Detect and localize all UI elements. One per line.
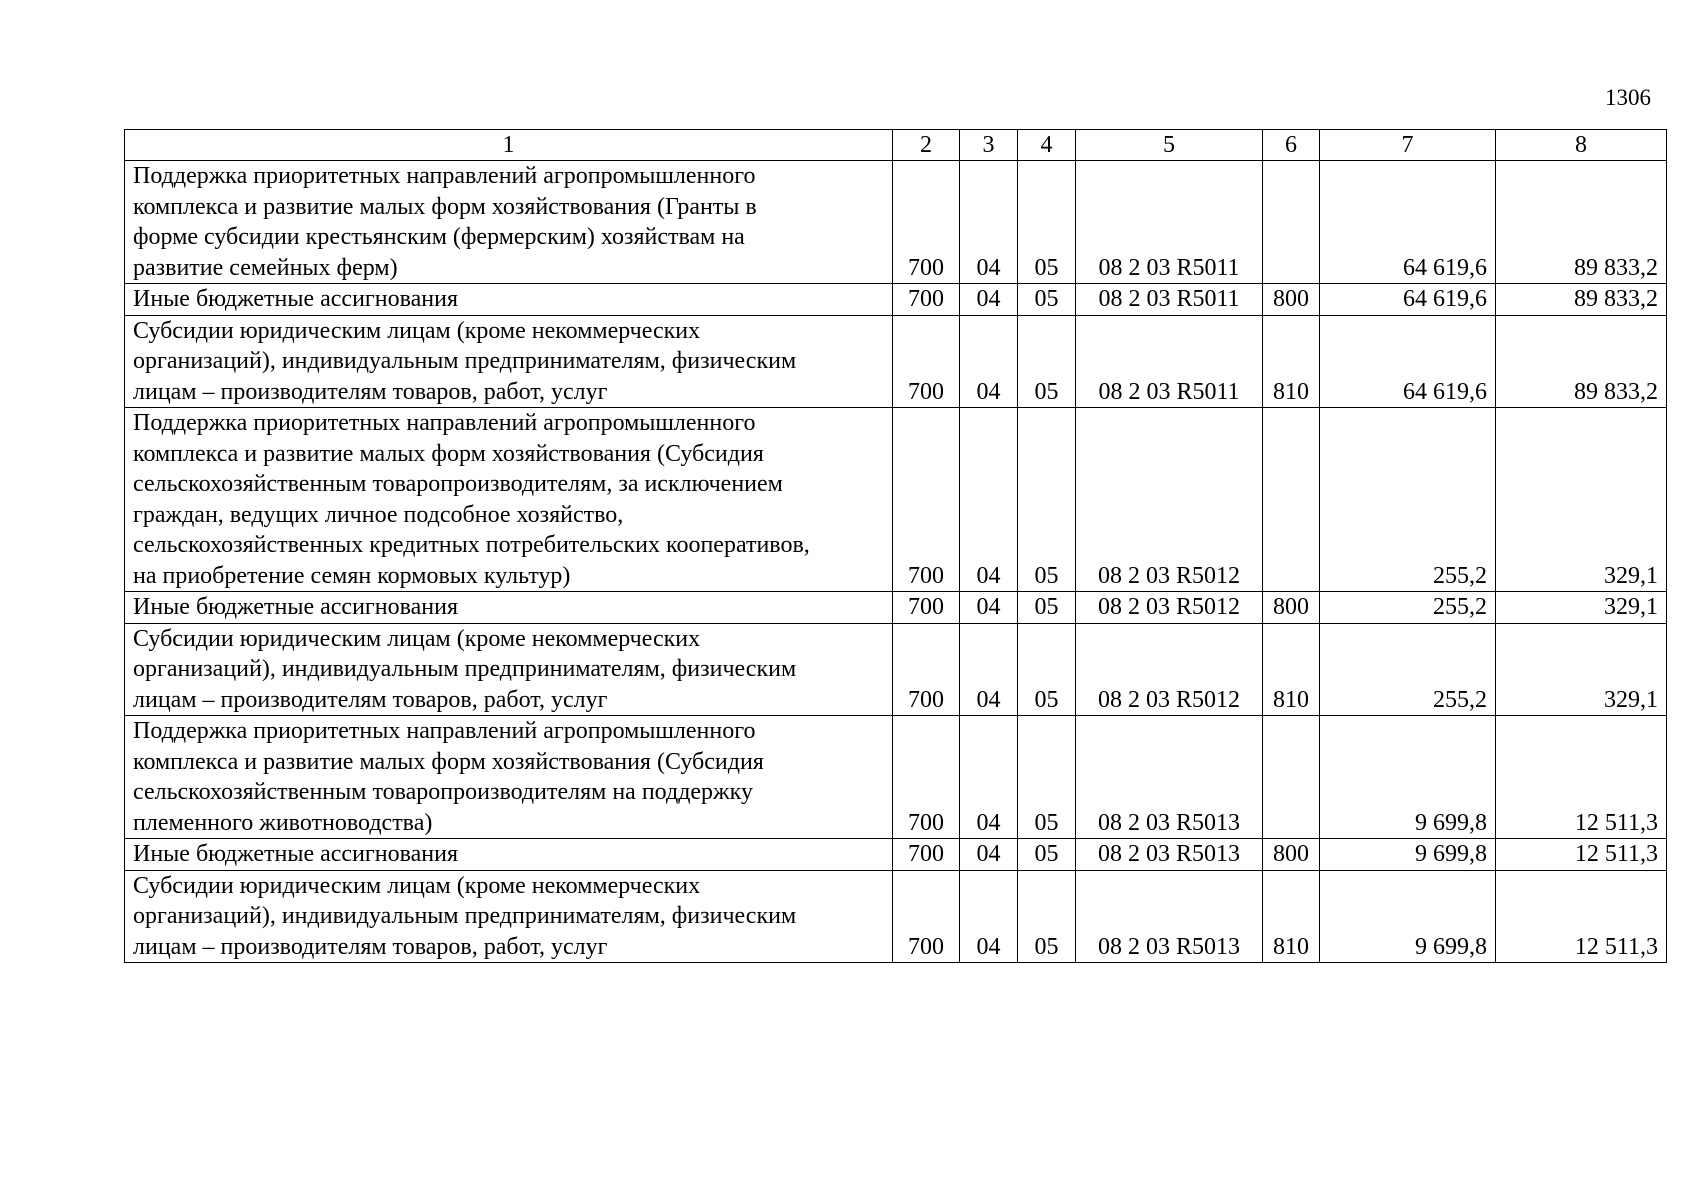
description-line: организаций), индивидуальным предпринимателям, физическим [133, 903, 797, 929]
description-line: форме субсидии крестьянским (фермерским) хозяйствам на [133, 224, 745, 250]
cell-description [125, 623, 893, 716]
table-row [125, 623, 1667, 716]
cell-amount-year-1: 255,2 [1320, 592, 1496, 624]
cell-ministry-code: 700 [893, 870, 960, 963]
cell-expense-type [1263, 408, 1320, 592]
cell-description [125, 839, 893, 871]
cell-subsection: 05 [1018, 592, 1076, 624]
description-line: Субсидии юридическим лицам (кроме некоммерческих [133, 872, 701, 899]
cell-target-item: 08 2 03 R5011 [1076, 161, 1263, 284]
description-line: лицам – производителям товаров, работ, услуг [133, 933, 608, 960]
header-cell: 8 [1496, 130, 1667, 161]
cell-expense-type: 810 [1263, 870, 1320, 963]
cell-amount-year-1: 64 619,6 [1320, 315, 1496, 408]
cell-amount-year-1: 9 699,8 [1320, 839, 1496, 871]
cell-amount-year-2: 329,1 [1496, 592, 1667, 624]
table-row [125, 161, 1667, 284]
description-line: развитие семейных ферм) [133, 254, 398, 281]
cell-target-item: 08 2 03 R5013 [1076, 839, 1263, 871]
cell-ministry-code: 700 [893, 839, 960, 871]
cell-description [125, 161, 893, 284]
cell-amount-year-1: 64 619,6 [1320, 161, 1496, 284]
header-cell: 1 [125, 130, 893, 161]
description-line: Субсидии юридическим лицам (кроме некоммерческих [133, 317, 701, 344]
description-line: сельскохозяйственным товаропроизводителям на поддержку [133, 779, 753, 805]
cell-amount-year-1: 255,2 [1320, 408, 1496, 592]
cell-target-item: 08 2 03 R5013 [1076, 870, 1263, 963]
description-line: сельскохозяйственных кредитных потребительских кооперативов, [133, 532, 810, 558]
cell-ministry-code: 700 [893, 623, 960, 716]
cell-target-item: 08 2 03 R5012 [1076, 623, 1263, 716]
header-cell: 7 [1320, 130, 1496, 161]
cell-subsection: 05 [1018, 161, 1076, 284]
cell-description [125, 284, 893, 316]
cell-target-item: 08 2 03 R5011 [1076, 284, 1263, 316]
budget-table [124, 129, 1667, 963]
cell-amount-year-1: 64 619,6 [1320, 284, 1496, 316]
cell-description [125, 408, 893, 592]
table-row [125, 592, 1667, 624]
cell-section: 04 [960, 870, 1018, 963]
cell-subsection: 05 [1018, 839, 1076, 871]
cell-expense-type: 810 [1263, 315, 1320, 408]
cell-amount-year-2: 329,1 [1496, 408, 1667, 592]
description-line: граждан, ведущих личное подсобное хозяйство, [133, 501, 624, 528]
table-row [125, 408, 1667, 592]
cell-expense-type: 800 [1263, 839, 1320, 871]
cell-section: 04 [960, 408, 1018, 592]
description-line: сельскохозяйственным товаропроизводителям, за исключением [133, 471, 783, 497]
cell-section: 04 [960, 592, 1018, 624]
cell-target-item: 08 2 03 R5012 [1076, 592, 1263, 624]
description-line: Иные бюджетные ассигнования [133, 594, 458, 620]
header-cell: 3 [960, 130, 1018, 161]
cell-ministry-code: 700 [893, 315, 960, 408]
cell-subsection: 05 [1018, 284, 1076, 316]
cell-ministry-code: 700 [893, 716, 960, 839]
cell-expense-type [1263, 161, 1320, 284]
cell-target-item: 08 2 03 R5011 [1076, 315, 1263, 408]
description-line: племенного животноводства) [133, 809, 433, 836]
cell-ministry-code: 700 [893, 408, 960, 592]
table-row [125, 839, 1667, 871]
cell-amount-year-1: 9 699,8 [1320, 870, 1496, 963]
description-line: организаций), индивидуальным предпринимателям, физическим [133, 348, 797, 374]
cell-ministry-code: 700 [893, 161, 960, 284]
cell-target-item: 08 2 03 R5012 [1076, 408, 1263, 592]
table-row [125, 870, 1667, 963]
cell-subsection: 05 [1018, 408, 1076, 592]
description-line: комплекса и развитие малых форм хозяйствования (Субсидия [133, 748, 764, 775]
cell-section: 04 [960, 839, 1018, 871]
header-cell: 6 [1263, 130, 1320, 161]
cell-subsection: 05 [1018, 870, 1076, 963]
cell-section: 04 [960, 161, 1018, 284]
cell-amount-year-2: 12 511,3 [1496, 839, 1667, 871]
description-line: организаций), индивидуальным предпринимателям, физическим [133, 656, 797, 682]
header-cell: 2 [893, 130, 960, 161]
table-row [125, 716, 1667, 839]
description-line: лицам – производителям товаров, работ, услуг [133, 378, 608, 405]
cell-amount-year-2: 12 511,3 [1496, 870, 1667, 963]
cell-description [125, 870, 893, 963]
cell-ministry-code: 700 [893, 284, 960, 316]
page-number: 1306 [1605, 85, 1651, 110]
description-line: лицам – производителям товаров, работ, услуг [133, 686, 608, 713]
cell-target-item: 08 2 03 R5013 [1076, 716, 1263, 839]
table-header-row [125, 130, 1667, 161]
table-row [125, 315, 1667, 408]
cell-expense-type: 800 [1263, 284, 1320, 316]
cell-expense-type [1263, 716, 1320, 839]
cell-subsection: 05 [1018, 315, 1076, 408]
cell-amount-year-2: 12 511,3 [1496, 716, 1667, 839]
description-line: комплекса и развитие малых форм хозяйствования (Субсидия [133, 440, 764, 467]
cell-section: 04 [960, 716, 1018, 839]
description-line: Иные бюджетные ассигнования [133, 286, 458, 312]
description-line: комплекса и развитие малых форм хозяйствования (Гранты в [133, 193, 757, 220]
cell-description [125, 592, 893, 624]
cell-amount-year-1: 9 699,8 [1320, 716, 1496, 839]
table-row [125, 284, 1667, 316]
cell-section: 04 [960, 284, 1018, 316]
header-cell: 4 [1018, 130, 1076, 161]
description-line: Поддержка приоритетных направлений агропромышленного [133, 718, 756, 744]
cell-description [125, 315, 893, 408]
cell-section: 04 [960, 315, 1018, 408]
cell-amount-year-2: 89 833,2 [1496, 284, 1667, 316]
cell-expense-type: 800 [1263, 592, 1320, 624]
description-line: на приобретение семян кормовых культур) [133, 562, 571, 589]
cell-amount-year-2: 329,1 [1496, 623, 1667, 716]
header-cell: 5 [1076, 130, 1263, 161]
description-line: Иные бюджетные ассигнования [133, 841, 458, 867]
description-line: Поддержка приоритетных направлений агропромышленного [133, 163, 756, 189]
cell-subsection: 05 [1018, 716, 1076, 839]
description-line: Поддержка приоритетных направлений агропромышленного [133, 410, 756, 436]
cell-subsection: 05 [1018, 623, 1076, 716]
cell-description [125, 716, 893, 839]
cell-amount-year-2: 89 833,2 [1496, 315, 1667, 408]
cell-ministry-code: 700 [893, 592, 960, 624]
description-line: Субсидии юридическим лицам (кроме некоммерческих [133, 625, 701, 652]
cell-expense-type: 810 [1263, 623, 1320, 716]
cell-amount-year-2: 89 833,2 [1496, 161, 1667, 284]
cell-amount-year-1: 255,2 [1320, 623, 1496, 716]
cell-section: 04 [960, 623, 1018, 716]
